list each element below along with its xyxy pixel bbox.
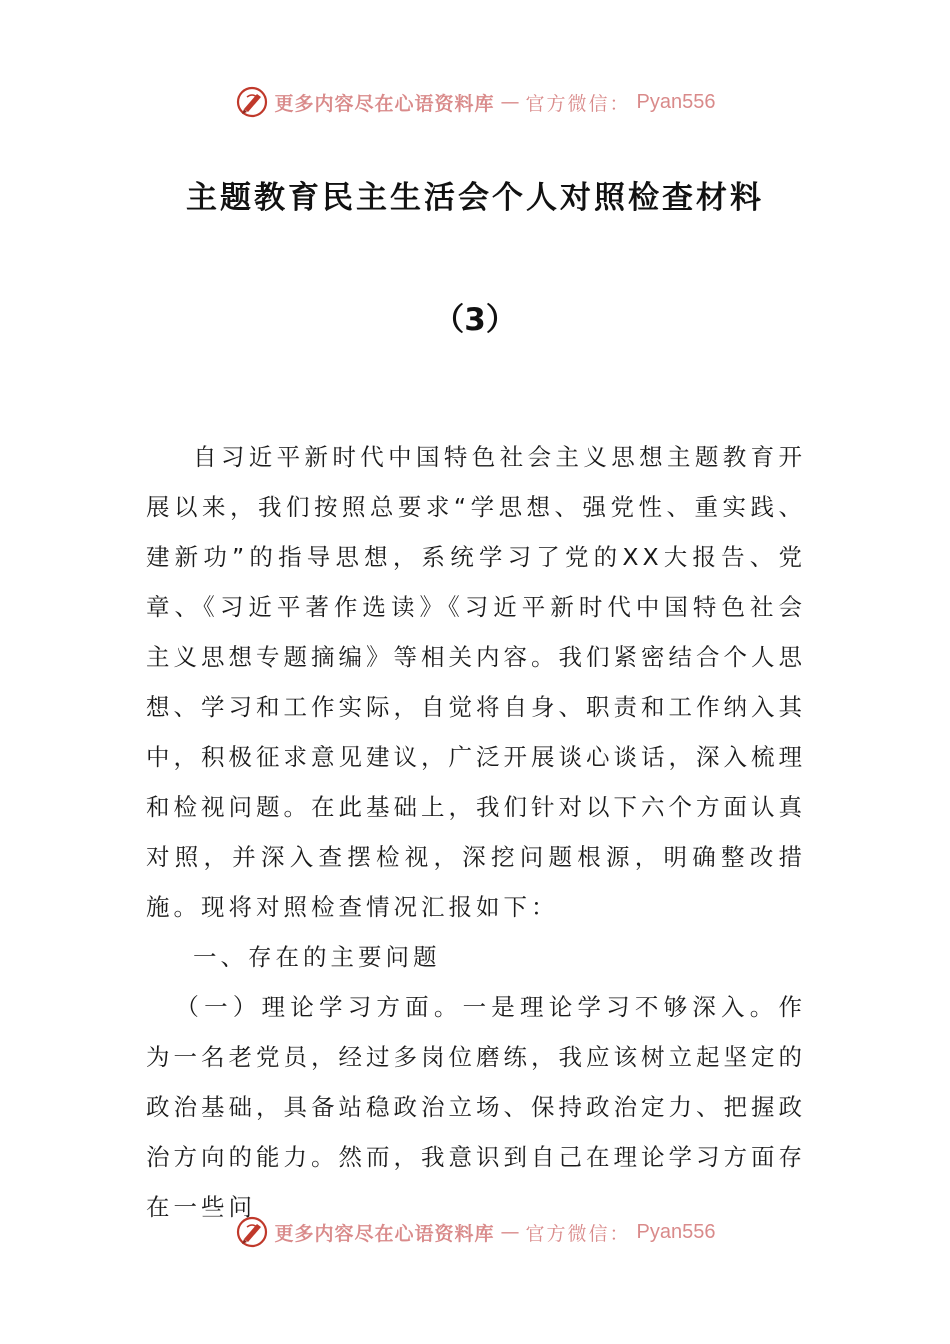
pen-seal-icon [235,1215,269,1249]
banner-wechat-label: 官方微信： [525,1222,631,1245]
banner-brand-text: 更多内容尽在心语资料库 [274,1222,495,1245]
document-subtitle: （3） [433,302,517,338]
section-heading: 一、存在的主要问题 [193,943,441,971]
footer-banner [0,1210,950,1254]
header-banner [0,80,950,124]
banner-brand-text: 更多内容尽在心语资料库 [274,92,495,115]
banner-wechat-label: 官方微信： [525,92,631,115]
document-body [146,432,806,1232]
banner-dash: — [500,91,520,113]
pen-seal-icon [235,85,269,119]
banner-dash: — [500,1221,520,1243]
banner-wechat-id: Pyan556 [636,1220,716,1243]
intro-paragraph: 自习近平新时代中国特色社会主义思想主题教育开展以来，我们按照总要求“学思想、强党性、重实践、建新功”的指导思想，系统学习了党的XX大报告、党章、《习近平著作选读》《习近平新时代中国特色社会主义思想专题摘编》等相关内容。我们紧密结合个人思想、学习和工作实际，自觉将自身、职责和工作纳入其中，积极征求意见建议，广泛开展谈心谈话，深入梳理和检视问题。在此基础上，我们针对以下六个方面认真对照，并深入查摆检视，深挖问题根源，明确整改措施。现将对照检查情况汇报如下： [146,443,806,921]
banner-wechat-id: Pyan556 [636,90,716,113]
document-title: 主题教育民主生活会个人对照检查材料 [186,180,764,216]
subsection-paragraph: （一）理论学习方面。一是理论学习不够深入。作为一名老党员，经过多岗位磨练，我应该树立起坚定的政治基础，具备站稳政治立场、保持政治定力、把握政治方向的能力。然而，我意识到自己在理论学习方面存在一些问 [146,993,806,1221]
